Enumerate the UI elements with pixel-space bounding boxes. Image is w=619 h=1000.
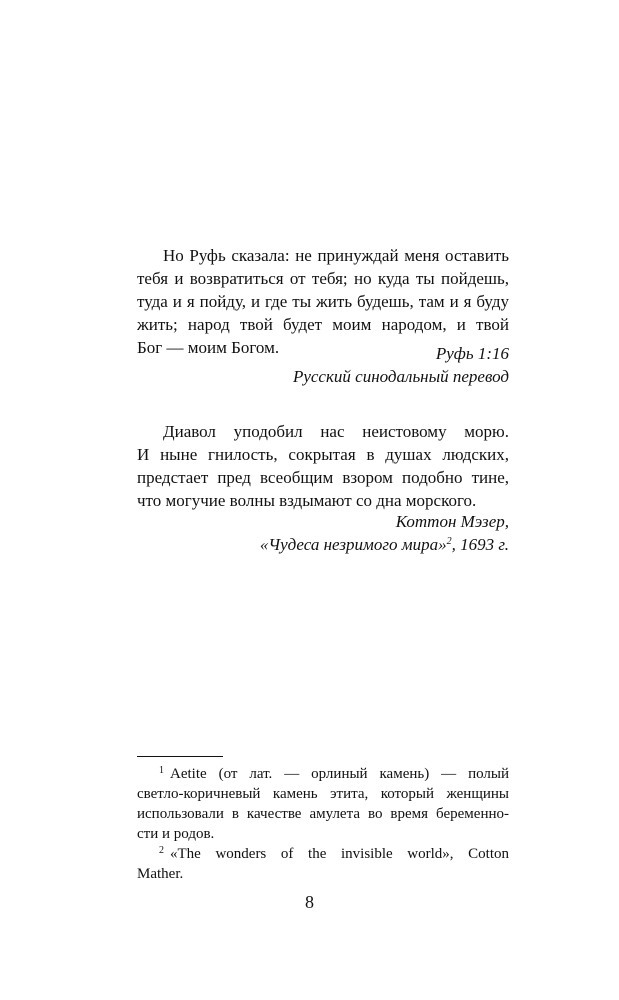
footnote-2-mark: 2: [159, 845, 164, 856]
epigraph-mather-attribution: [137, 510, 509, 556]
attribution-author: Коттон Мэзер,: [395, 512, 509, 531]
footnote-1-line: сти и родов.: [137, 826, 215, 842]
epigraph-line: туда и я пойду, и где ты жить будешь, там и я буду: [137, 292, 509, 311]
footnotes: [137, 764, 509, 884]
page-number: 8: [305, 892, 314, 912]
attribution-work: [137, 533, 509, 556]
attribution-translation: Русский синодальный перевод: [292, 367, 509, 386]
attribution-work-year: , 1693 г.: [451, 535, 509, 554]
footnote-2-line: [137, 844, 509, 864]
footnote-ref-2[interactable]: 2: [446, 536, 452, 547]
footnote-1-line: [137, 764, 509, 784]
epigraph-line: тебя и возвратиться от тебя; но куда ты пойдешь,: [137, 269, 509, 288]
epigraph-line: жить; народ твой будет моим народом, и твой: [137, 315, 509, 334]
footnote-1-text: Aetite (от лат. — орлиный камень) — полый: [170, 766, 509, 782]
attribution-work-title: «Чудеса незримого мира»: [259, 535, 447, 554]
epigraph-line: Но Руфь сказала: не принуждай меня оставить: [163, 246, 509, 265]
epigraph-line: предстает пред всеобщим взором подобно тине,: [137, 468, 509, 487]
epigraph-ruth-attribution: [137, 342, 509, 388]
footnote-2-text: «The wonders of the invisible world», Cotton: [170, 846, 509, 862]
epigraph-line: Бог — моим Богом.: [137, 338, 280, 357]
footnote-2-line: Mather.: [137, 866, 184, 882]
footnote-1-line: использовали в качестве амулета во время беременно-: [137, 806, 509, 822]
epigraph-line: И ныне гнилость, сокрытая в душах людских,: [137, 445, 509, 464]
footnote-1-line: светло-коричневый камень этита, который женщины: [137, 786, 509, 802]
footnote-1-mark: 1: [159, 765, 164, 776]
epigraph-line: что могучие волны вздымают со дна морского.: [137, 491, 477, 510]
attribution-source: Руфь 1:16: [435, 344, 509, 363]
footnote-divider: [137, 756, 223, 757]
epigraph-line: Диавол уподобил нас неистовому морю.: [163, 422, 509, 441]
epigraph-mather: [137, 420, 509, 512]
